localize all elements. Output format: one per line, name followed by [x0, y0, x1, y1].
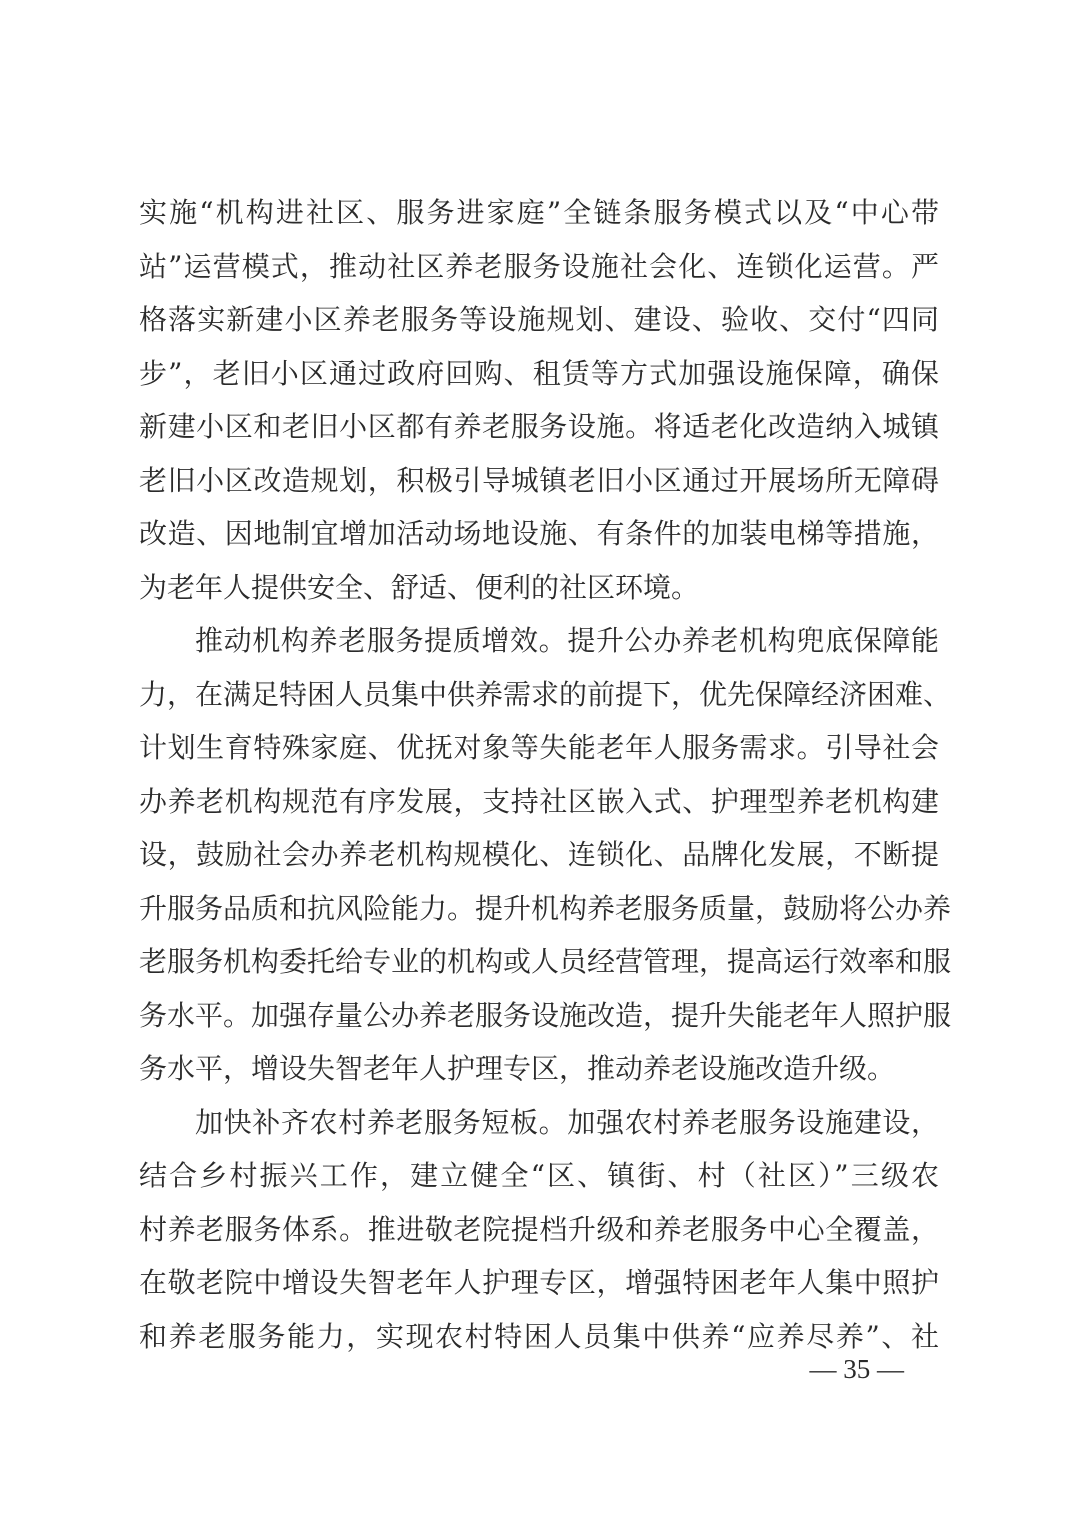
text-line: 务水平，增设失智老年人护理专区，推动养老设施改造升级。: [139, 1052, 896, 1085]
text-line: 格落实新建小区养老服务等设施规划、建设、验收、交付“四同: [139, 303, 939, 336]
text-line: 村养老服务体系。推进敬老院提档升级和养老服务中心全覆盖，: [139, 1212, 939, 1246]
text-line: 加快补齐农村养老服务短板。加强农村养老服务设施建设，: [195, 1105, 939, 1139]
paragraph-1: [139, 186, 939, 614]
text-line: 实施“机构进社区、服务进家庭”全链条服务模式以及“中心带: [139, 196, 939, 229]
text-line: 办养老机构规范有序发展，支持社区嵌入式、护理型养老机构建: [139, 784, 939, 818]
text-line: 新建小区和老旧小区都有养老服务设施。将适老化改造纳入城镇: [139, 410, 939, 443]
text-line: 结合乡村振兴工作，建立健全“区、镇街、村（社区）”三级农: [139, 1159, 939, 1192]
text-line: 老旧小区改造规划，积极引导城镇老旧小区通过开展场所无障碍: [139, 463, 939, 497]
paragraph-2: [139, 614, 952, 1096]
text-line: 务水平。加强存量公办养老服务设施改造，提升失能老年人照护服: [139, 998, 952, 1032]
text-line: 力，在满足特困人员集中供养需求的前提下，优先保障经济困难、: [139, 677, 952, 711]
body-text: [139, 186, 952, 1363]
text-line: 老服务机构委托给专业的机构或人员经营管理，提高运行效率和服: [139, 945, 952, 978]
text-line: 为老年人提供安全、舒适、便利的社区环境。: [139, 570, 700, 604]
text-line: 计划生育特殊家庭、优抚对象等失能老年人服务需求。引导社会: [139, 731, 939, 764]
text-line: 改造、因地制宜增加活动场地设施、有条件的加装电梯等措施，: [139, 517, 939, 550]
text-line: 和养老服务能力，实现农村特困人员集中供养“应养尽养”、社: [139, 1319, 939, 1353]
text-line: 步”，老旧小区通过政府回购、租赁等方式加强设施保障，确保: [139, 356, 939, 390]
text-line: 设，鼓励社会办养老机构规模化、连锁化、品牌化发展，不断提: [139, 838, 939, 871]
text-line: 升服务品质和抗风险能力。提升机构养老服务质量，鼓励将公办养: [139, 891, 952, 925]
page-number: — 35 —: [809, 1354, 904, 1384]
paragraph-3: [139, 1096, 939, 1364]
text-line: 在敬老院中增设失智老年人护理专区，增强特困老年人集中照护: [139, 1266, 939, 1299]
text-line: 推动机构养老服务提质增效。提升公办养老机构兜底保障能: [195, 624, 939, 657]
text-line: 站”运营模式，推动社区养老服务设施社会化、连锁化运营。严: [139, 249, 939, 283]
